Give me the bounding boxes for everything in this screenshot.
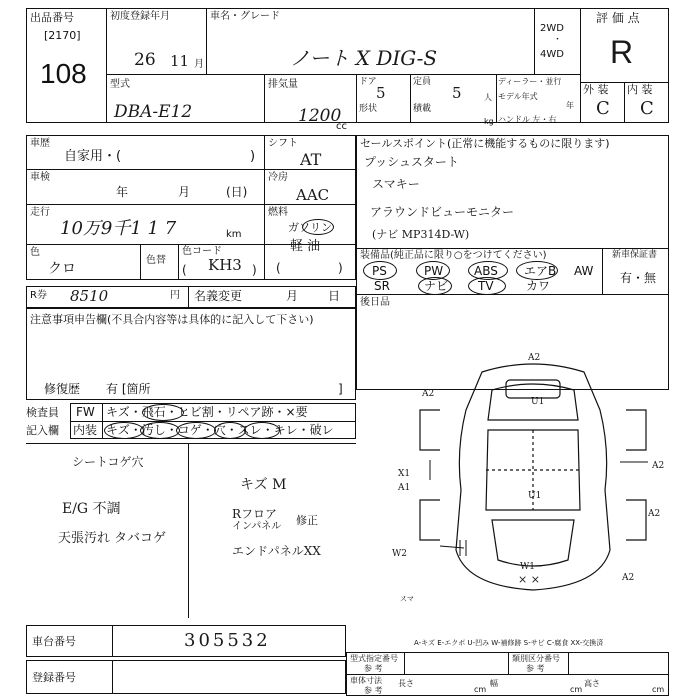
mark-a2-right2: A2 [648, 509, 661, 519]
inspection-label: 車検 [30, 172, 50, 183]
length-unit: cm [474, 685, 487, 694]
capacity-value: 5 [452, 84, 462, 102]
name-change-day: 日 [328, 289, 341, 303]
capacity-label: 定員 [413, 77, 432, 87]
displacement-label: 排気量 [268, 79, 298, 90]
fuel-paren-open: ( [276, 261, 281, 275]
equip-abs: ABS [474, 264, 498, 278]
mileage-value: 10万9千1 1 7 [60, 218, 177, 239]
drive-dot: ・ [553, 35, 563, 45]
remark-roof: 天張汚れ タバコゲ [58, 531, 167, 546]
sales-points-label: セールスポイント(正常に機能するものに限ります) [360, 137, 610, 150]
class-number-label: 類別区分番号 [512, 654, 560, 663]
remark-scratch: キズ M [240, 477, 287, 493]
sales-point-1: プッシュスタート [364, 155, 459, 169]
mark-a2-front: A2 [622, 573, 635, 583]
sales-point-2: スマキー [372, 177, 420, 191]
displacement-unit: cc [336, 121, 347, 132]
shift-label: シフト [268, 138, 298, 149]
model-value: DBA-E12 [114, 102, 193, 122]
equip-tv: TV [478, 279, 494, 293]
sales-point-4: (ナビ MP314D-W) [372, 228, 470, 241]
lot-label: 出品番号 [30, 11, 74, 24]
fuel-paren-close: ) [338, 261, 343, 275]
color-swap-label: 色替 [146, 255, 166, 266]
equip-leather: カワ [526, 279, 551, 293]
color-code-paren-close: ) [252, 263, 257, 277]
score-value: R [610, 34, 634, 70]
sales-point-3: アラウンドビューモニター [370, 205, 515, 219]
mark-u1b: U1 [528, 491, 542, 501]
registration-year: 26 [134, 50, 156, 70]
mark-a2-right1: A2 [652, 461, 665, 471]
mark-a2-left: A2 [422, 389, 435, 399]
remark-end-panel: エンドパネルXX [232, 544, 321, 558]
name-change-label: 名義変更 [194, 289, 243, 303]
chassis-label: 車台番号 [32, 635, 76, 648]
circle-chip [142, 404, 184, 421]
warranty-value: 有・無 [620, 271, 657, 285]
load-label: 積載 [413, 104, 432, 114]
lot-number: 108 [40, 58, 87, 89]
circle-burn [176, 422, 216, 439]
remark-repair: 修正 [296, 514, 318, 527]
mark-a1: A1 [398, 483, 411, 493]
equip-aw: AW [574, 264, 594, 278]
height-label: 高さ [584, 679, 600, 688]
handle-label: ハンドル 左・右 [498, 115, 557, 124]
mark-sumo: スマ [400, 595, 414, 603]
car-diagram [400, 350, 670, 600]
equip-pw: PW [424, 264, 444, 278]
recycle-label: R券 [30, 290, 47, 301]
exterior-defects: キズ・飛石・ヒビ割・リペア跡・×要 [106, 405, 308, 419]
class-number-sub: 参 考 [526, 664, 545, 673]
rear-items-label: 後日品 [360, 297, 390, 308]
interior-value: C [640, 98, 654, 119]
exterior-value: C [596, 98, 610, 119]
dealer-label: ディーラー・並行 [498, 77, 562, 86]
interior-defects: キズ・汚し・コゲ・穴・スレ・キレ・破レ [106, 423, 334, 437]
month-unit: 月 [194, 59, 204, 70]
body-size-sub: 参 考 [364, 686, 383, 695]
height-unit: cm [652, 685, 665, 694]
mark-u1: U1 [531, 397, 545, 407]
circle-worn [244, 422, 280, 439]
first-registration-label: 初度登録年月 [110, 11, 170, 22]
color-label: 色 [30, 247, 40, 258]
shift-value: AT [300, 150, 322, 169]
drive-4wd: 4WD [540, 49, 564, 60]
equip-navi: ナビ [424, 279, 449, 293]
mark-x1: X1 [398, 469, 411, 479]
chassis-value: 305532 [184, 630, 271, 651]
equip-ps-circle [363, 261, 397, 280]
remark-engine: E/G 不調 [62, 501, 121, 517]
recycle-value: 8510 [70, 287, 109, 305]
displacement-value: 1200 [298, 106, 342, 126]
circle-scratch [104, 422, 144, 439]
registration-month: 11 [170, 52, 190, 70]
score-label: 評 価 点 [596, 11, 640, 25]
damage-legend: A-キズ E-エクボ U-凹み W-補修跡 S-サビ C-腐食 XX-交換済 [414, 639, 604, 647]
fuel-gasoline-circle [302, 219, 334, 235]
interior-label: 内 装 [627, 83, 653, 96]
inspection-day: (日) [226, 185, 248, 199]
model-year-unit: 年 [566, 101, 574, 110]
mark-xx: × × [518, 573, 540, 586]
repair-history-value: 有 [箇所 [106, 382, 151, 396]
lot-sub: [2170] [44, 29, 81, 42]
cooling-label: 冷房 [268, 172, 288, 183]
entry-label: 記入欄 [26, 424, 59, 437]
inspection-year: 年 [116, 185, 129, 199]
drive-2wd: 2WD [540, 23, 564, 34]
type-designation-label: 型式指定番号 [350, 654, 398, 663]
type-designation-sub: 参 考 [364, 664, 383, 673]
circle-dirty [140, 422, 180, 439]
interior-label-row: 内装 [73, 423, 98, 437]
notes-title: 注意事項申告欄(不具合内容等は具体的に記入して下さい) [30, 313, 314, 326]
equipment-label: 装備品(純正品に限り○をつけてください) [360, 250, 547, 261]
mark-w2: W2 [392, 549, 407, 559]
remark-inner-panel: インパネル [232, 521, 282, 532]
load-unit: kg [484, 117, 494, 126]
equip-navi-circle [418, 277, 452, 295]
equip-ps: PS [372, 264, 387, 278]
door-label: ドア [359, 77, 377, 87]
recycle-unit: 円 [170, 290, 180, 301]
door-value: 5 [376, 84, 386, 102]
history-label: 車歴 [30, 138, 50, 149]
equip-sr: SR [374, 279, 390, 293]
fuel-label: 燃料 [268, 207, 288, 218]
color-code-paren-open: ( [182, 263, 187, 277]
name-change-month: 月 [286, 289, 299, 303]
mark-w1: W1 [520, 562, 535, 572]
history-close: ) [250, 149, 256, 164]
fw-label: FW [76, 405, 95, 419]
history-value: 自家用・( [64, 149, 122, 164]
color-code-value: KH3 [208, 256, 242, 274]
equip-airbag: エアB [524, 264, 557, 278]
length-label: 長さ [398, 679, 414, 688]
inspection-month: 月 [178, 185, 191, 199]
fuel-diesel: 軽 油 [290, 239, 321, 254]
mark-a2-top: A2 [528, 353, 541, 363]
capacity-unit: 人 [484, 93, 492, 102]
car-name-value: ノート X DIG-S [290, 46, 438, 70]
cooling-value: AAC [296, 186, 330, 204]
color-value: クロ [48, 261, 76, 277]
mileage-label: 走行 [30, 207, 50, 218]
fuel-gasoline: ガソリン [288, 221, 332, 234]
mileage-unit: km [226, 229, 242, 240]
inspector-label: 検査員 [26, 406, 59, 419]
width-unit: cm [570, 685, 583, 694]
shape-label: 形状 [359, 104, 378, 114]
remark-rear-floor: Rフロア [232, 507, 278, 521]
name-grade-label: 車名・グレード [210, 11, 280, 22]
equip-airbag-circle [516, 261, 558, 280]
body-size-label: 車体寸法 [350, 676, 382, 685]
exterior-label: 外 装 [583, 83, 609, 96]
color-code-label: 色コード [182, 246, 222, 257]
circle-hole [214, 422, 246, 439]
repair-history-label: 修復歴 [44, 382, 81, 396]
remark-seat-burn: シートコゲ穴 [72, 455, 144, 469]
model-year-label: モデル年式 [498, 92, 538, 101]
equip-tv-circle [468, 277, 506, 295]
registration-number-label: 登録番号 [32, 671, 76, 684]
width-label: 幅 [490, 679, 498, 688]
model-label: 型式 [110, 79, 130, 90]
warranty-label: 新車保証書 [612, 250, 658, 260]
repair-history-close: ] [338, 382, 343, 396]
